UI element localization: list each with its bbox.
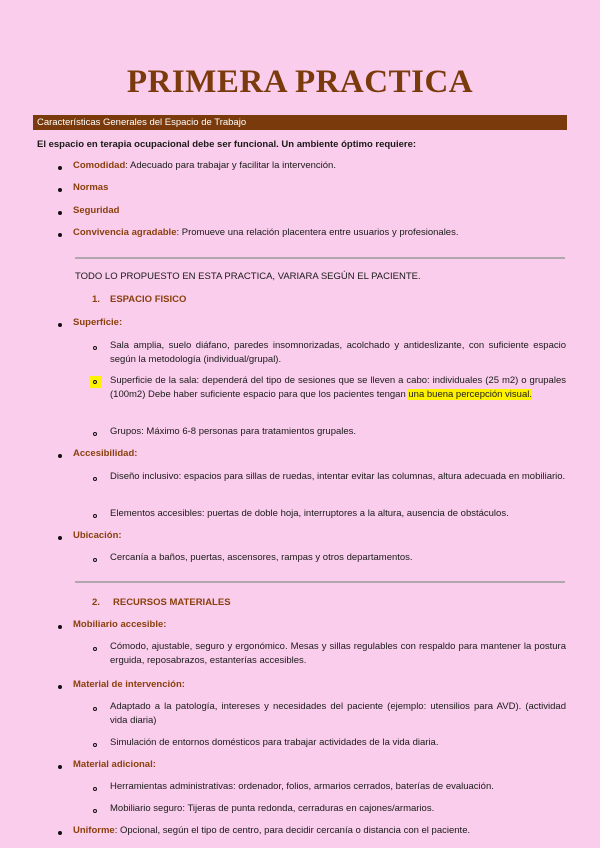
section-banner: Características Generales del Espacio de Trabajo	[33, 115, 567, 130]
list-item: Ubicación:	[73, 530, 122, 541]
circle-bullet-icon	[93, 346, 97, 350]
sub-item: Simulación de entornos domésticos para trabajar actividades de la vida diaria.	[110, 737, 439, 748]
bullet-icon	[58, 166, 62, 170]
list-item: Seguridad	[73, 205, 120, 216]
page-title: PRIMERA PRACTICA	[126, 64, 474, 100]
circle-bullet-icon	[93, 558, 97, 562]
sub-item: Sala amplia, suelo diáfano, paredes insomnorizadas, acolchado y antideslizante, con suficiente espacio según la metodología (individual/grupal).	[110, 340, 566, 365]
bullet-icon	[58, 233, 62, 237]
circle-bullet-icon	[93, 707, 97, 711]
circle-bullet-icon	[93, 432, 97, 436]
list-item: Superficie:	[73, 317, 123, 328]
divider	[75, 581, 565, 583]
sub-item: Mobiliario seguro: Tijeras de punta redonda, cerraduras en cajones/armarios.	[110, 803, 435, 814]
circle-bullet-icon	[93, 647, 97, 651]
divider	[75, 257, 565, 259]
note-text: TODO LO PROPUESTO EN ESTA PRACTICA, VARIARA SEGÚN EL PACIENTE.	[75, 271, 421, 282]
sub-item: Superficie de la sala: dependerá del tipo de sesiones que se lleven a cabo: individuales (25 m2) o grupales (100m2) Debe haber suficiente espacio para que los pacientes tengan una buena percepción visual.	[110, 375, 566, 400]
section-heading: RECURSOS MATERIALES	[113, 597, 231, 608]
list-item: Accesibilidad:	[73, 448, 138, 459]
circle-bullet-icon	[93, 809, 97, 813]
list-item: Comodidad: Adecuado para trabajar y facilitar la intervención.	[73, 160, 336, 171]
sub-item: Cercanía a baños, puertas, ascensores, rampas y otros departamentos.	[110, 552, 413, 563]
list-item: Uniforme: Opcional, según el tipo de centro, para decidir cercanía o distancia con el paciente.	[73, 825, 471, 836]
sub-item: Elementos accesibles: puertas de doble hoja, interruptores a la altura, ausencia de obstáculos.	[110, 508, 509, 519]
sub-item: Herramientas administrativas: ordenador, folios, armarios cerrados, baterías de evaluación.	[110, 781, 494, 792]
list-item: Convivencia agradable: Promueve una relación placentera entre usuarios y profesionales.	[73, 227, 459, 238]
sub-item: Diseño inclusivo: espacios para sillas de ruedas, intentar evitar las columnas, altura adecuada en mobiliario.	[110, 471, 566, 482]
sub-item: Adaptado a la patología, intereses y necesidades del paciente (ejemplo: utensilios para AVD). (actividad vida diaria)	[110, 701, 566, 726]
sub-item: Grupos: Máximo 6-8 personas para tratamientos grupales.	[110, 426, 357, 437]
bullet-icon	[58, 188, 62, 192]
intro-text: El espacio en terapia ocupacional debe ser funcional. Un ambiente óptimo requiere:	[37, 139, 417, 150]
bullet-icon	[58, 323, 62, 327]
list-item: Mobiliario accesible:	[73, 619, 167, 630]
sub-item: Cómodo, ajustable, seguro y ergonómico. Mesas y sillas regulables con respaldo para mantener la postura erguida, reposabrazos, estanterías accesibles.	[110, 641, 566, 666]
section-heading: ESPACIO FISICO	[110, 294, 187, 305]
circle-bullet-icon	[93, 477, 97, 481]
circle-bullet-icon	[93, 514, 97, 518]
bullet-icon	[58, 765, 62, 769]
bullet-icon	[58, 831, 62, 835]
list-item: Material adicional:	[73, 759, 156, 770]
circle-bullet-icon	[93, 380, 97, 384]
section-number: 2.	[92, 597, 100, 608]
circle-bullet-icon	[93, 743, 97, 747]
list-item: Material de intervención:	[73, 679, 185, 690]
bullet-icon	[58, 454, 62, 458]
bullet-icon	[58, 536, 62, 540]
bullet-icon	[58, 625, 62, 629]
bullet-icon	[58, 685, 62, 689]
circle-bullet-icon	[93, 787, 97, 791]
bullet-icon	[58, 211, 62, 215]
section-number: 1.	[92, 294, 100, 305]
list-item: Normas	[73, 182, 109, 193]
